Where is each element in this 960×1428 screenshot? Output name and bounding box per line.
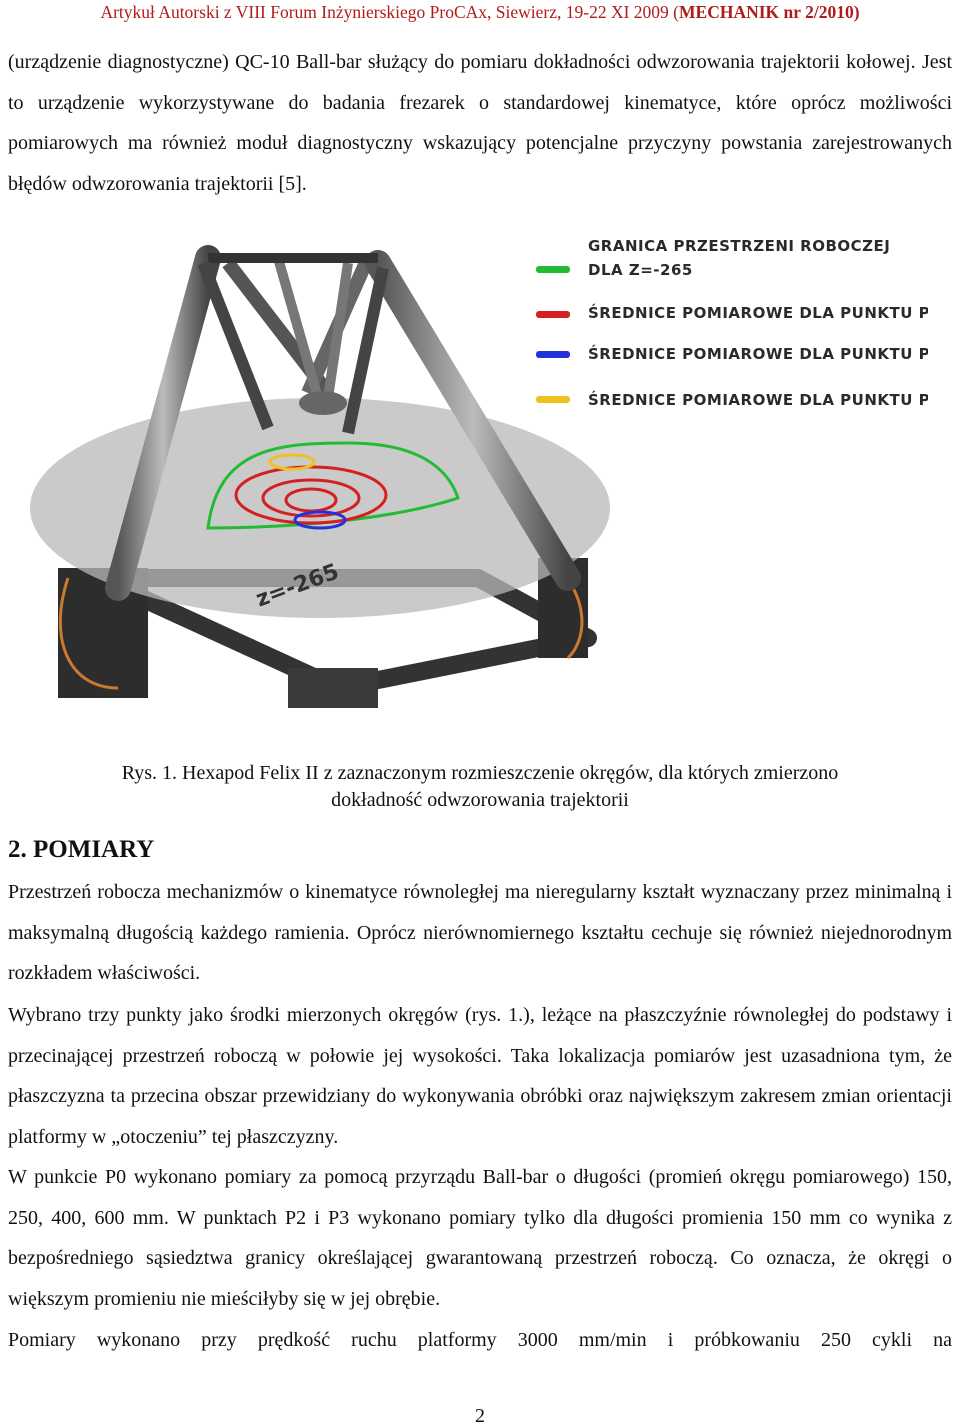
paragraph-2: Wybrano trzy punkty jako środki mierzonych okręgów (rys. 1.), leżące na płaszczyźnie równoległej do podstawy i przecinającej przestrzeń roboczą w połowie jej wysokości. Taka lokalizacja pomiarów jest uzasadniona tym, że płaszczyzna ta przecina obszar przewidziany do wykonywania obróbki oraz największym zakresem zmian orientacji platformy w „otoczeniu” tej płaszczyzny. [8,1004,952,1149]
running-header [0,2,960,23]
caption-line-1: Rys. 1. Hexapod Felix II z zaznaczonym rozmieszczenie okręgów, dla których zmierzono [121,762,839,784]
section-title: 2. POMIARY [8,836,155,863]
header-prefix: Artykuł Autorski z VIII Forum Inżynierskiego ProCAx, Siewierz, 19-22 XI 2009 ( [100,2,680,22]
figure-caption [0,760,960,814]
plane-label: z=-265 [252,559,343,613]
paragraph-3: W punkcie P0 wykonano pomiary za pomocą przyrządu Ball-bar o długości (promień okręgu pomiarowego) 150, 250, 400, 600 mm. W punktach P2 i P3 wykonano pomiary tylko dla długości promienia 150 mm co wynika z bezpośredniego sąsiedztwa granicy określającej gwarantowaną przestrzeń roboczą. Co oznacza, że okręgi o większym promieniu nie mieściłyby się w jej obrębie. [8,1166,952,1311]
legend-item-2: ŚREDNICE POMIAROWE DLA PUNKTU P0 [588,304,928,322]
legend-swatch-red [536,311,570,318]
legend-item-1-line1: GRANICA PRZESTRZENI ROBOCZEJ [588,237,891,255]
header-suffix: ) [853,2,860,22]
hexapod-figure [28,218,928,738]
paragraph-1: Przestrzeń robocza mechanizmów o kinematyce równoległej ma nieregularny kształt wyznaczany przez minimalną i maksymalną długością każdego ramienia. Oprócz nierównomiernego kształtu cechuje się również niejednorodnym rozkładem właściwości. [8,881,952,985]
legend-swatch-blue [536,351,570,358]
legend-item-3: ŚREDNICE POMIAROWE DLA PUNKTU PI [588,345,928,363]
paragraph-4: Pomiary wykonano przy prędkość ruchu platformy 3000 mm/min i próbkowaniu 250 cykli na [8,1329,952,1351]
figure-legend [536,237,928,409]
header-journal: MECHANIK nr 2/2010 [679,2,854,22]
legend-item-4: ŚREDNICE POMIAROWE DLA PUNKTU P2 [588,391,928,409]
intro-paragraph: (urządzenie diagnostyczne) QC-10 Ball-bar służący do pomiaru dokładności odwzorowania trajektorii kołowej. Jest to urządzenie wykorzystywane do badania frezarek o standardowej kinematyce, które oprócz możliwości pomiarowych ma również moduł diagnostyczny wskazujący potencjalne przyczyny powstania zarejestrowanych błędów odwzorowania trajektorii [5]. [8,51,952,196]
page-number: 2 [475,1405,485,1427]
caption-line-2: dokładność odwzorowania trajektorii [331,789,629,811]
legend-swatch-yellow [536,396,570,403]
hexapod-illustration [28,218,928,738]
legend-swatch-green [536,266,570,273]
legend-item-1-line2: DLA Z=-265 [588,261,693,279]
